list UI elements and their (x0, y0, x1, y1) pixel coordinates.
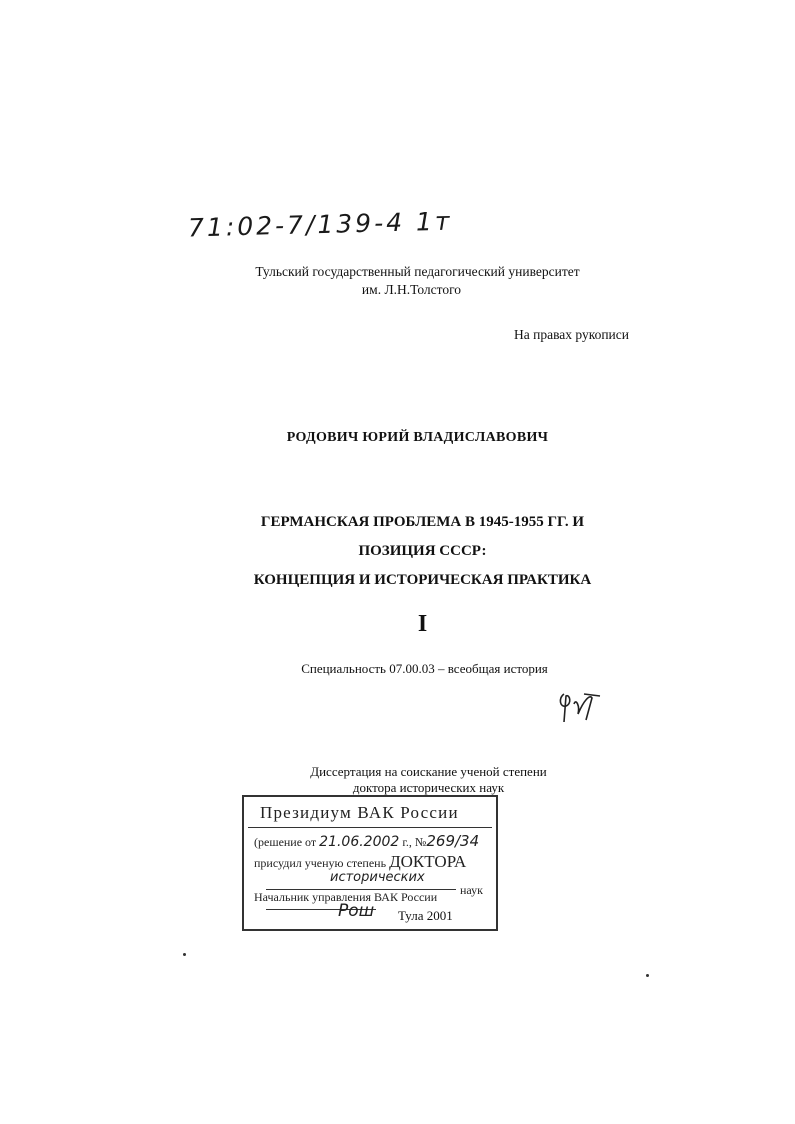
title-line-1: ГЕРМАНСКАЯ ПРОБЛЕМА В 1945-1955 ГГ. И (260, 514, 585, 530)
handwritten-initials-signature (556, 684, 606, 728)
catalog-number: 71:02-7/139-4 1т (187, 206, 453, 243)
city-year: Тула 2001 (398, 908, 453, 923)
scan-speck (646, 974, 649, 977)
dissertation-degree (0, 764, 795, 796)
vak-approval-stamp (242, 795, 498, 931)
stamp-decision-mid: г., № (402, 835, 427, 849)
stamp-field-handwritten: исторических (330, 870, 425, 885)
university-block (0, 264, 795, 298)
stamp-decision-number: 269/34 (426, 832, 480, 850)
stamp-divider (248, 827, 492, 828)
title-line-2: ПОЗИЦИЯ СССР: (358, 543, 487, 559)
scan-speck (183, 953, 186, 956)
stamp-decision-line (254, 832, 479, 850)
volume-number: I (417, 611, 428, 637)
stamp-awarded-degree: ДОКТОРА (389, 852, 467, 871)
stamp-awarded-prefix: присудил ученую степень (254, 856, 387, 870)
university-named-after: им. Л.Н.Толстого (361, 282, 462, 297)
stamp-field-suffix: наук (460, 883, 483, 897)
dissertation-line-1: Диссертация на соискание ученой степени (310, 764, 547, 779)
stamp-title: Президиум ВАК России (260, 803, 459, 822)
specialty-line: Специальность 07.00.03 – всеобщая история (301, 661, 548, 676)
stamp-decision-label: (решение от (254, 835, 317, 849)
stamp-bottom-rule (242, 930, 494, 931)
dissertation-title (0, 508, 795, 595)
title-line-3: КОНЦЕПЦИЯ И ИСТОРИЧЕСКАЯ ПРАКТИКА (253, 572, 592, 588)
university-name: Тульский государственный педагогический университет (255, 264, 580, 279)
stamp-decision-date: 21.06.2002 (319, 834, 400, 850)
stamp-head-line: Начальник управления ВАК России (254, 890, 438, 904)
stamp-awarded-line (254, 852, 466, 872)
stamp-signature: Рош (338, 901, 375, 921)
dissertation-line-2: доктора исторических наук (352, 780, 505, 795)
author-name: РОДОВИЧ ЮРИЙ ВЛАДИСЛАВОВИЧ (286, 430, 549, 445)
manuscript-rights-note: На правах рукописи (513, 327, 629, 342)
